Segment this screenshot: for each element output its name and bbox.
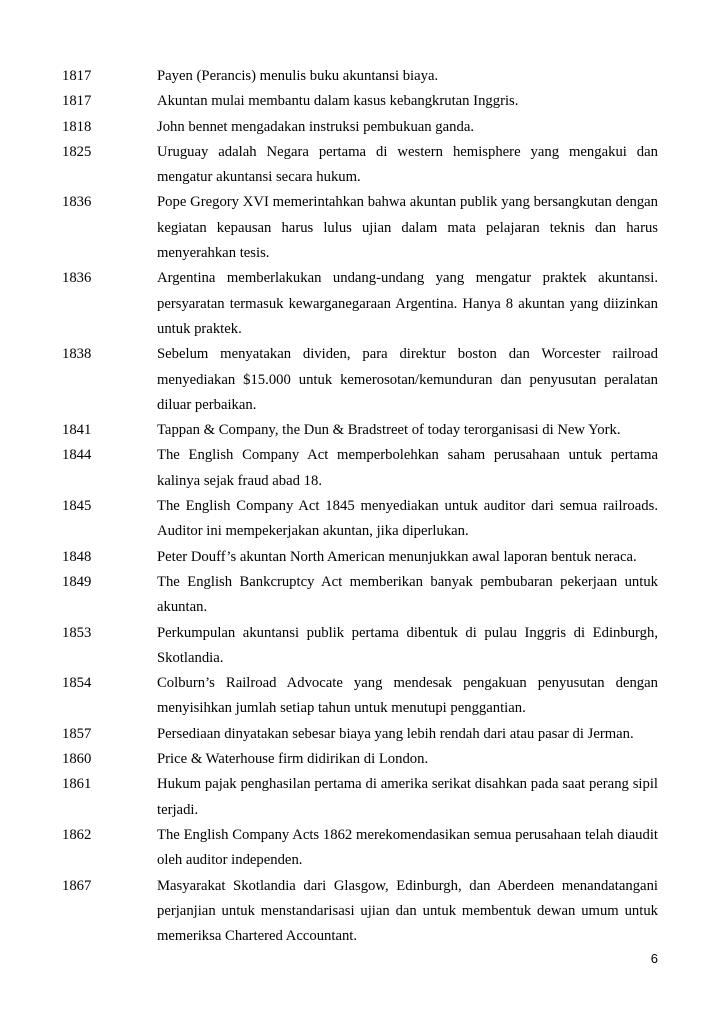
entry-year: 1838 <box>62 346 92 363</box>
entry-text-line: diluar perbaikan. <box>157 396 257 413</box>
entry-description <box>157 190 658 266</box>
entry-year: 1862 <box>62 826 92 843</box>
entry-text-line: Colburn’s Railroad Advocate yang mendesak pengakuan penyusutan dengan <box>157 675 658 692</box>
entry-description <box>157 115 658 140</box>
entry-text-line: menyerahkan tesis. <box>157 245 270 262</box>
entry-text-line: menyisihkan jumlah setiap tahun untuk menutupi penggantian. <box>157 700 526 717</box>
entry-year: 1854 <box>62 675 92 692</box>
timeline-entry <box>62 418 658 443</box>
entry-text-line: John bennet mengadakan instruksi pembukuan ganda. <box>157 118 475 135</box>
entry-text-line: Hukum pajak penghasilan pertama di amerika serikat disahkan pada saat perang sipil <box>157 776 658 793</box>
timeline-entry <box>62 89 658 114</box>
entry-year: 1860 <box>62 751 92 768</box>
entry-description <box>157 418 658 443</box>
entry-text-line: Persediaan dinyatakan sebesar biaya yang lebih rendah dari atau pasar di Jerman. <box>157 725 634 742</box>
entry-text-line: memeriksa Chartered Accountant. <box>157 928 358 945</box>
entry-text-line: Price & Waterhouse firm didirikan di London. <box>157 751 429 768</box>
entry-description <box>157 722 658 747</box>
entry-text-line: Skotlandia. <box>157 649 224 666</box>
entry-year: 1849 <box>62 573 92 590</box>
timeline-entry <box>62 671 658 722</box>
timeline-entry <box>62 115 658 140</box>
entry-text-line: Perkumpulan akuntansi publik pertama dibentuk di pulau Inggris di Edinburgh, <box>157 624 658 641</box>
entry-text-line: Payen (Perancis) menulis buku akuntansi biaya. <box>157 68 439 84</box>
entry-year: 1844 <box>62 447 92 464</box>
entry-text-line: Argentina memberlakukan undang-undang yang mengatur praktek akuntansi. <box>157 270 658 287</box>
timeline-entry <box>62 823 658 874</box>
entry-text-line: menyediakan $15.000 untuk kemerosotan/kemunduran dan penyusutan peralatan <box>157 371 658 388</box>
entry-year: 1861 <box>62 776 92 793</box>
timeline-entry <box>62 772 658 823</box>
timeline-entry <box>62 443 658 494</box>
timeline-entry <box>62 266 658 342</box>
entry-year: 1817 <box>62 68 92 84</box>
entry-year: 1848 <box>62 548 92 565</box>
entry-year: 1853 <box>62 624 92 641</box>
entry-text-line: persyaratan termasuk kewarganegaraan Argentina. Hanya 8 akuntan yang diizinkan <box>157 295 658 312</box>
entry-text-line: terjadi. <box>157 801 199 818</box>
entry-text-line: The English Company Act memperbolehkan saham perusahaan untuk pertama <box>157 447 658 464</box>
timeline-entry <box>62 342 658 418</box>
entry-text-line: Uruguay adalah Negara pertama di western hemisphere yang mengakui dan <box>157 143 658 160</box>
entry-text-line: Masyarakat Skotlandia dari Glasgow, Edinburgh, dan Aberdeen menandatangani <box>157 877 658 894</box>
entry-description <box>157 823 658 874</box>
entry-year: 1845 <box>62 498 92 515</box>
entry-text-line: The English Bankcruptcy Act memberikan banyak pembubaran pekerjaan untuk <box>157 573 658 590</box>
timeline-entry <box>62 570 658 621</box>
entry-description <box>157 747 658 772</box>
timeline-entry <box>62 140 658 191</box>
entry-year: 1857 <box>62 725 92 742</box>
entry-text-line: untuk praktek. <box>157 320 242 337</box>
entry-text-line: The English Company Act 1845 menyediakan untuk auditor dari semua railroads. <box>157 498 658 515</box>
timeline-entry <box>62 494 658 545</box>
entry-description <box>157 772 658 823</box>
entry-description <box>157 621 658 672</box>
entry-description <box>157 545 658 570</box>
entry-year: 1836 <box>62 270 92 287</box>
entry-year: 1836 <box>62 194 92 211</box>
history-timeline <box>62 64 658 949</box>
entry-year: 1825 <box>62 143 92 160</box>
entry-description <box>157 342 658 418</box>
entry-year: 1867 <box>62 877 92 894</box>
timeline-entry <box>62 747 658 772</box>
timeline-entry <box>62 64 658 89</box>
entry-year: 1841 <box>62 422 92 439</box>
entry-description <box>157 494 658 545</box>
entry-description <box>157 570 658 621</box>
entry-text-line: perjanjian untuk menstandarisasi ujian dan untuk membentuk dewan umum untuk <box>157 902 658 919</box>
entry-description <box>157 874 658 950</box>
entry-description <box>157 266 658 342</box>
entry-text-line: Akuntan mulai membantu dalam kasus kebangkrutan Inggris. <box>157 93 519 110</box>
entry-text-line: The English Company Acts 1862 merekomendasikan semua perusahaan telah diaudit <box>157 826 658 843</box>
page-number: 6 <box>650 951 658 966</box>
entry-text-line: akuntan. <box>157 599 208 616</box>
entry-year: 1817 <box>62 93 92 110</box>
entry-description <box>157 89 658 114</box>
entry-text-line: Peter Douff’s akuntan North American menunjukkan awal laporan bentuk neraca. <box>157 548 637 565</box>
timeline-entry <box>62 874 658 950</box>
timeline-entry <box>62 722 658 747</box>
entry-description <box>157 443 658 494</box>
entry-text-line: kalinya sejak fraud abad 18. <box>157 472 322 489</box>
timeline-entry <box>62 190 658 266</box>
entry-text-line: Tappan & Company, the Dun & Bradstreet of today terorganisasi di New York. <box>157 422 621 439</box>
entry-text-line: kegiatan kepausan harus lulus ujian dalam mata pelajaran teknis dan harus <box>157 219 658 236</box>
timeline-entry <box>62 621 658 672</box>
entry-description <box>157 671 658 722</box>
entry-text-line: Auditor ini mempekerjakan akuntan, jika diperlukan. <box>157 523 469 540</box>
timeline-entry <box>62 545 658 570</box>
entry-description <box>157 140 658 191</box>
entry-text-line: Pope Gregory XVI memerintahkan bahwa akuntan publik yang bersangkutan dengan <box>157 194 658 211</box>
entry-description <box>157 64 658 89</box>
entry-year: 1818 <box>62 118 92 135</box>
entry-text-line: oleh auditor independen. <box>157 852 303 869</box>
entry-text-line: mengatur akuntansi secara hukum. <box>157 169 361 186</box>
entry-text-line: Sebelum menyatakan dividen, para direktur boston dan Worcester railroad <box>157 346 658 363</box>
